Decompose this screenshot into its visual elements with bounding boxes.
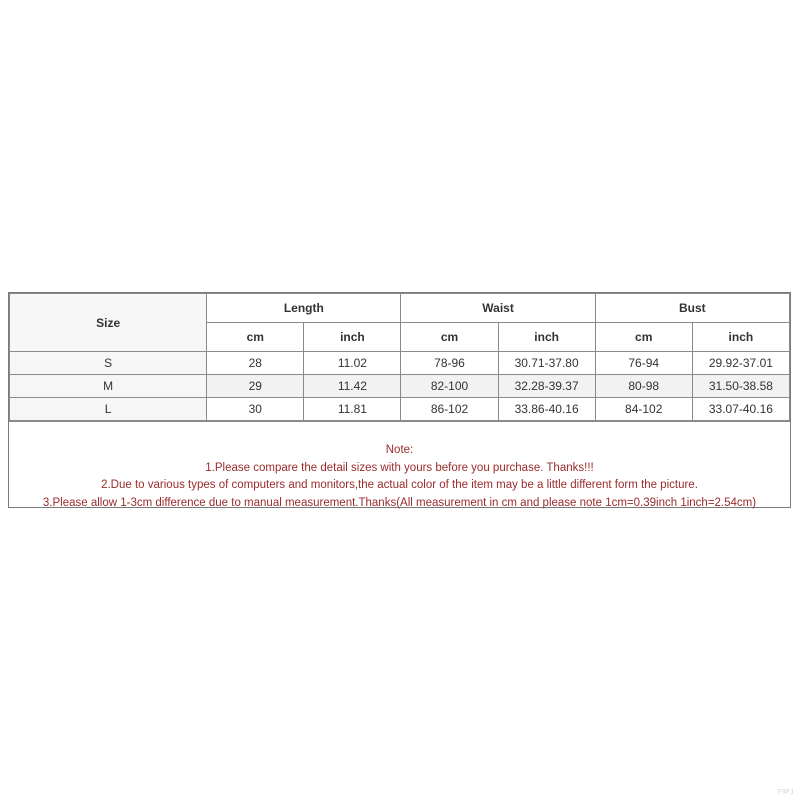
table-cell: 28 <box>207 352 304 375</box>
note-line: 1.Please compare the detail sizes with yours before you purchase. Thanks!!! <box>205 461 594 474</box>
size-chart <box>8 292 791 508</box>
note-line: 2.Due to various types of computers and monitors,the actual color of the item may be a little different form the picture. <box>101 479 698 491</box>
note-title: Note: <box>385 444 414 456</box>
size-cell: M <box>10 375 207 398</box>
table-cell: 78-96 <box>401 352 498 375</box>
size-table <box>9 293 790 421</box>
notes-section <box>9 421 790 512</box>
table-cell: 86-102 <box>401 398 498 421</box>
table-cell: 33.07-40.16 <box>692 398 789 421</box>
size-cell: S <box>10 352 207 375</box>
note-line: 3.Please allow 1-3cm difference due to manual measurement.Thanks(All measurement in cm and please note 1cm=0.39inch 1inch=2.54cm) <box>42 496 757 509</box>
table-cell: 30.71-37.80 <box>498 352 595 375</box>
table-row <box>10 398 790 421</box>
table-cell: 30 <box>207 398 304 421</box>
table-cell: 11.42 <box>304 375 401 398</box>
table-cell: 29.92-37.01 <box>692 352 789 375</box>
size-cell: L <box>10 398 207 421</box>
waist-group-header: Waist <box>401 294 595 323</box>
unit-header: inch <box>304 323 401 352</box>
table-row <box>10 352 790 375</box>
table-cell: 31.50-38.58 <box>692 375 789 398</box>
table-cell: 82-100 <box>401 375 498 398</box>
table-cell: 29 <box>207 375 304 398</box>
unit-header: inch <box>498 323 595 352</box>
unit-header: cm <box>207 323 304 352</box>
unit-header: cm <box>401 323 498 352</box>
length-group-header: Length <box>207 294 401 323</box>
table-header-row <box>10 294 790 323</box>
size-column-header: Size <box>10 294 207 352</box>
table-cell: 11.81 <box>304 398 401 421</box>
table-cell: 76-94 <box>595 352 692 375</box>
table-cell: 11.02 <box>304 352 401 375</box>
table-cell: 33.86-40.16 <box>498 398 595 421</box>
table-cell: 80-98 <box>595 375 692 398</box>
table-cell: 32.28-39.37 <box>498 375 595 398</box>
table-row <box>10 375 790 398</box>
unit-header: cm <box>595 323 692 352</box>
unit-header: inch <box>692 323 789 352</box>
table-cell: 84-102 <box>595 398 692 421</box>
watermark: F9PJ <box>777 788 794 796</box>
bust-group-header: Bust <box>595 294 789 323</box>
